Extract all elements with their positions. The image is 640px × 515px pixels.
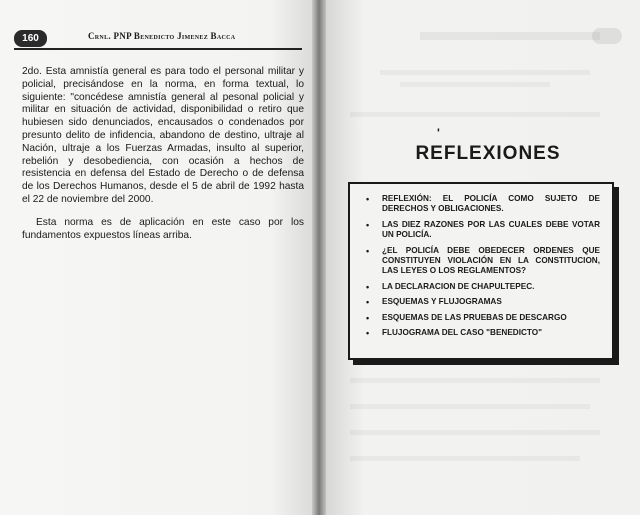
body-text (22, 66, 304, 252)
running-head: Crnl. PNP Benedicto Jimenez Bacca (88, 31, 236, 41)
show-through-line (380, 70, 590, 75)
topic-item: • ESQUEMAS Y FLUJOGRAMAS (366, 297, 600, 307)
stray-mark: ' (437, 126, 440, 140)
header-rule (14, 48, 302, 50)
topic-item: • REFLEXIÓN: EL POLICÍA COMO SUJETO DE DERECHOS Y OBLIGACIONES. (366, 194, 600, 215)
topic-item: • ¿EL POLICÍA DEBE OBEDECER ORDENES QUE CONSTITUYEN VIOLACIÓN EN LA CONSTITUCION, LAS LEYES O LOS REGLAMENTOS? (366, 246, 600, 277)
show-through-header (420, 32, 600, 40)
show-through-line (350, 378, 600, 383)
topics-list (350, 184, 612, 338)
section-title: REFLEXIONES (415, 143, 561, 164)
show-through-line (350, 404, 590, 409)
show-through-line (400, 82, 550, 87)
left-page (0, 0, 318, 515)
topic-item: • FLUJOGRAMA DEL CASO "BENEDICTO" (366, 328, 600, 338)
book-gutter (312, 0, 326, 515)
show-through-line (350, 112, 600, 117)
paragraph-amnesty: 2do. Esta amnistía general es para todo el personal militar y policial, precisándose en la norma, en forma textual, lo siguiente: "concédese amnistía general al pesonal policial y militar en situación de actividad, disponibilidad o retiro que hubiesen sido denunciados, encausados o condenados por presunto delito de infidencia, abandono de destino, ultraje al Nación, ultraje a los Fuerzas Armadas, insulto al superior, rebelión y desobediencia, con ocasión a hechos de resistencia en defensa del Estado de Derecho o de defensa de los Derechos Humanos, desde el 5 de abril de 1992 hasta el 22 de noviembre del 2000. (22, 66, 304, 205)
topic-item: • LAS DIEZ RAZONES POR LAS CUALES DEBE VOTAR UN POLICÍA. (366, 220, 600, 241)
show-through-line (350, 456, 580, 461)
show-through-page-badge (592, 28, 622, 44)
topics-box (348, 182, 614, 360)
paragraph-application: Esta norma es de aplicación en este caso por los fundamentos expuestos líneas arriba. (22, 216, 304, 241)
topic-item: • ESQUEMAS DE LAS PRUEBAS DE DESCARGO (366, 313, 600, 323)
topic-item: • LA DECLARACION DE CHAPULTEPEC. (366, 282, 600, 292)
show-through-line (350, 430, 600, 435)
page-number-badge: 160 (14, 30, 47, 47)
